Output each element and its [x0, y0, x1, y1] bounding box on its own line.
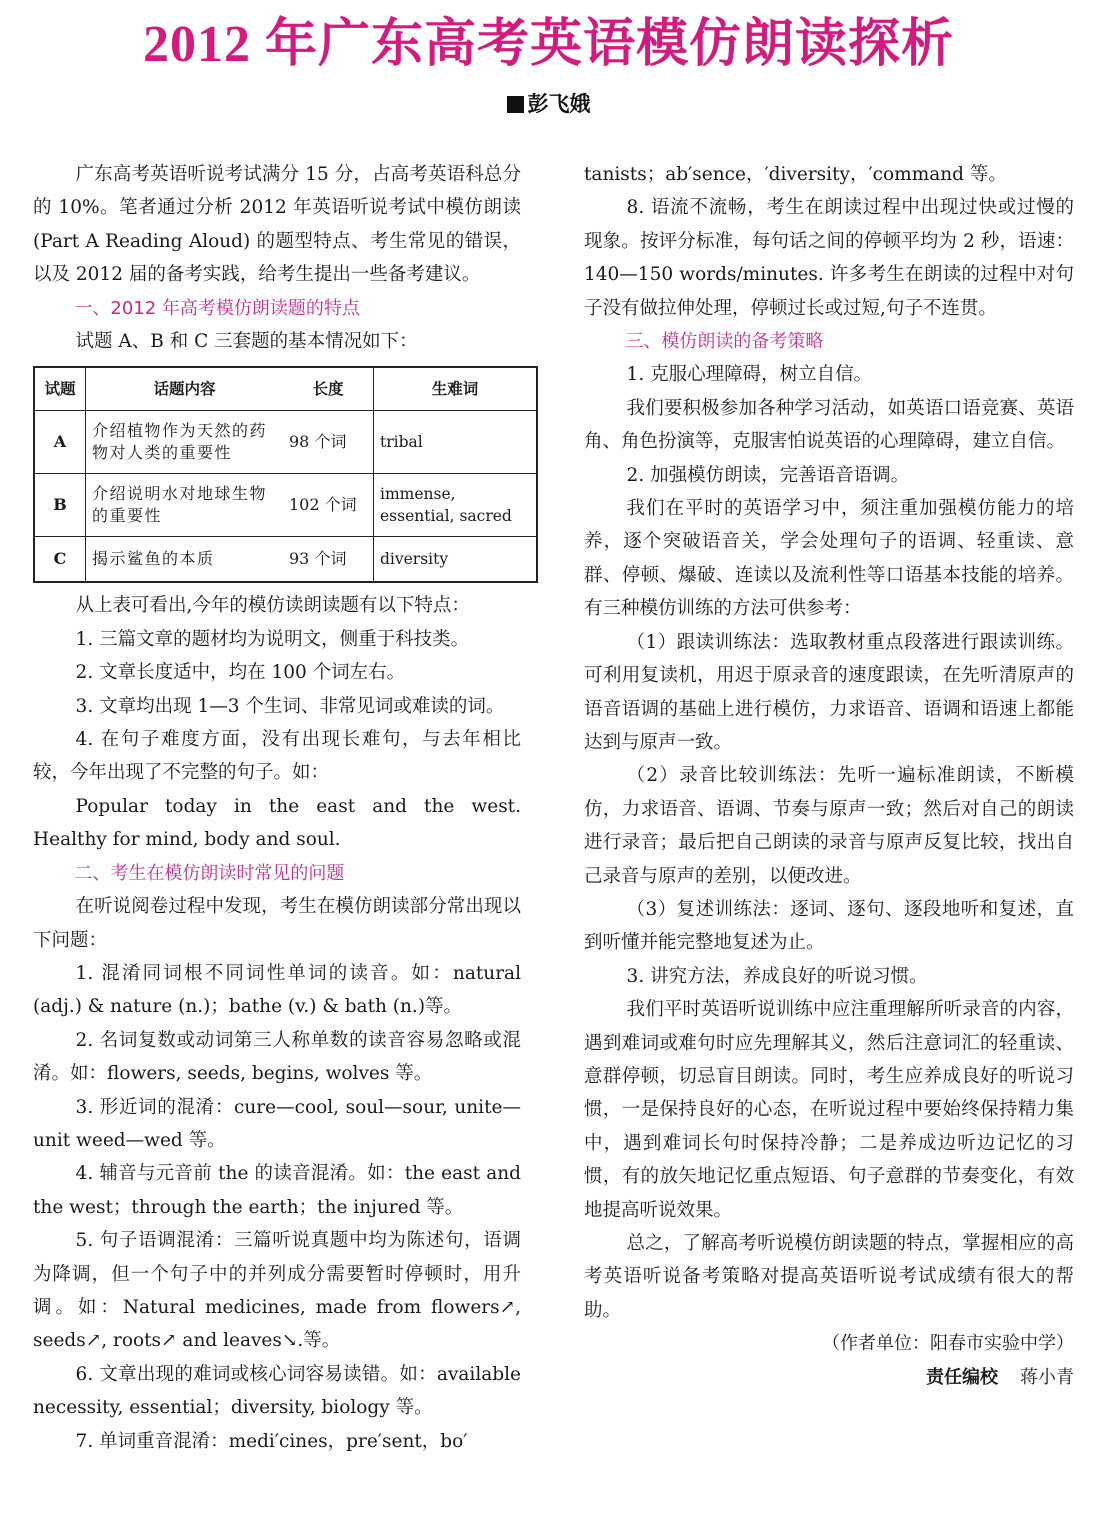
example-sentence: Popular today in the east and the west. Healthy for mind, body and soul.	[33, 795, 521, 851]
table-header-row	[34, 367, 537, 411]
cell-words: immense, essential, sacred	[374, 474, 538, 537]
section-1-heading: 一、2012 年高考模仿朗读题的特点	[74, 297, 360, 319]
cell-topic: 揭示鲨鱼的本质	[86, 537, 284, 583]
problem-item: 2. 名词复数或动词第三人称单数的读音容易忽略或混淆。如：flowers, seeds, begins, wolves 等。	[33, 1029, 521, 1085]
feature-item: 3. 文章均出现 1—3 个生词、非常见词或难读的词。	[75, 695, 505, 717]
cell-length: 102 个词	[283, 474, 374, 537]
problem-item: 4. 辅音与元音前 the 的读音混淆。如：the east and the west；through the earth；the injured 等。	[33, 1163, 521, 1218]
author-marker-square-icon	[507, 96, 524, 113]
right-column	[584, 158, 1074, 1394]
feature-item: 1. 三篇文章的题材均为说明文，侧重于科技类。	[75, 628, 470, 650]
feature-item: 2. 文章长度适中，均在 100 个词左右。	[75, 662, 406, 684]
header-cell: 长度	[283, 367, 374, 411]
strategy-body: 我们平时英语听说训练中应注重理解所听录音的内容，遇到难词或难句时应先理解其义，然后注意词汇的轻重读、意群停顿，切忌盲目朗读。同时，考生应养成良好的听说习惯，一是保持良好的心态，在听说过程中要始终保持精力集中，遇到难词长句时保持冷静；二是养成边听边记忆的习惯，有的放矢地记忆重点短语、句子意群的节奏变化，有效地提高听说效果。	[584, 999, 1074, 1221]
problems-intro: 在听说阅卷过程中发现，考生在模仿朗读部分常出现以下问题：	[33, 896, 521, 951]
problem-item: 3. 形近词的混淆：cure—cool, soul—sour, unite—unit weed—wed 等。	[33, 1096, 521, 1151]
table-row	[34, 537, 537, 583]
table-row	[34, 411, 537, 474]
problem-item: 5. 句子语调混淆：三篇听说真题中均为陈述句，语调为降调，但一个句子中的并列成分需要暂时停顿时，用升调。如：Natural medicines, made from flowers↗, seeds↗, roots↗ and leaves↘.等。	[33, 1230, 521, 1352]
cell-words: tribal	[374, 411, 538, 474]
cell-topic: 介绍说明水对地球生物的重要性	[86, 474, 284, 537]
problem-item: 1. 混淆同词根不同词性单词的读音。如：natural (adj.) & nature (n.)；bathe (v.) & bath (n.)等。	[33, 962, 521, 1018]
problem-item: 6. 文章出现的难词或核心词容易读错。如：available necessity, essential；diversity, biology 等。	[33, 1363, 521, 1419]
strategy-title: 1. 克服心理障碍，树立自信。	[626, 364, 873, 386]
method-item: （3）复述训练法：逐词、逐句、逐段地听和复述，直到听懂并能完整地复述为止。	[584, 898, 1074, 954]
strategy-title: 2. 加强模仿朗读，完善语音语调。	[626, 464, 910, 486]
problem-item: 8. 语流不流畅，考生在朗读过程中出现过快或过慢的现象。按评分标准，每句话之间的停顿平均为 2 秒，语速：140—150 words/minutes. 许多考生在朗读的过程中对句子没有做拉伸处理，停顿过长或过短,句子不连贯。	[584, 197, 1074, 319]
cell-id: A	[34, 411, 86, 474]
intro-paragraph: 广东高考英语听说考试满分 15 分，占高考英语科总分的 10%。笔者通过分析 2012 年英语听说考试中模仿朗读 (Part A Reading Aloud) 的题型特点、考生常见的错误，以及 2012 届的备考实践，给考生提出一些备考建议。	[33, 164, 521, 286]
feature-item: 4. 在句子难度方面，没有出现长难句，与去年相比较，今年出现了不完整的句子。如：	[33, 729, 521, 784]
editor-name: 蒋小青	[1020, 1366, 1074, 1388]
strategy-body: 我们要积极参加各种学习活动，如英语口语竞赛、英语角、角色扮演等，克服害怕说英语的心理障碍，建立自信。	[584, 397, 1074, 453]
strategy-title: 3. 讲究方法，养成良好的听说习惯。	[626, 965, 928, 987]
left-column	[33, 158, 521, 1458]
continuation-text: tanists；ab′sence，′diversity，′command 等。	[584, 164, 1007, 185]
method-item: （2）录音比较训练法：先听一遍标准朗读，不断模仿，力求语音、语调、节奏与原声一致；然后对自己的朗读进行录音；最后把自己朗读的录音与原声反复比较，找出自己录音与原声的差别，以便改进。	[584, 765, 1074, 887]
method-item: （1）跟读训练法：选取教材重点段落进行跟读训练。可利用复读机，用迟于原录音的速度跟读，在先听清原声的语音语调的基础上进行模仿，力求语音、语调和语速上都能达到与原声一致。	[584, 631, 1074, 753]
author-name: 彭飞娥	[527, 92, 591, 116]
problem-item: 7. 单词重音混淆：medi′cines，pre′sent，bo′	[75, 1430, 468, 1452]
editor-label: 责任编校	[926, 1366, 998, 1388]
cell-topic: 介绍植物作为天然的药物对人类的重要性	[86, 411, 284, 474]
author-affiliation: （作者单位：阳春市实验中学）	[822, 1333, 1074, 1355]
header-cell: 试题	[34, 367, 86, 411]
table-intro: 试题 A、B 和 C 三套题的基本情况如下：	[75, 331, 418, 353]
section-3-heading: 三、模仿朗读的备考策略	[625, 331, 824, 353]
author-line	[0, 88, 1097, 118]
header-cell: 生难词	[374, 367, 538, 411]
table-row	[34, 474, 537, 537]
cell-id: C	[34, 537, 86, 583]
cell-words: diversity	[374, 537, 538, 583]
cell-length: 93 个词	[283, 537, 374, 583]
strategy-body: 我们在平时的英语学习中，须注重加强模仿能力的培养，逐个突破语音关，学会处理句子的语调、轻重读、意群、停顿、爆破、连读以及流利性等口语基本技能的培养。有三种模仿训练的方法可供参考：	[584, 498, 1074, 620]
conclusion-paragraph: 总之，了解高考听说模仿朗读题的特点，掌握相应的高考英语听说备考策略对提高英语听说考试成绩有很大的帮助。	[584, 1233, 1074, 1321]
article-title: 2012 年广东高考英语模仿朗读探析	[142, 16, 954, 73]
exam-info-table	[33, 366, 538, 583]
editor-credit	[584, 1361, 1074, 1394]
section-2-heading: 二、考生在模仿朗读时常见的问题	[74, 862, 345, 884]
cell-length: 98 个词	[283, 411, 374, 474]
features-intro: 从上表可看出,今年的模仿读朗读题有以下特点：	[75, 595, 470, 617]
cell-id: B	[34, 474, 86, 537]
header-cell: 话题内容	[86, 367, 284, 411]
